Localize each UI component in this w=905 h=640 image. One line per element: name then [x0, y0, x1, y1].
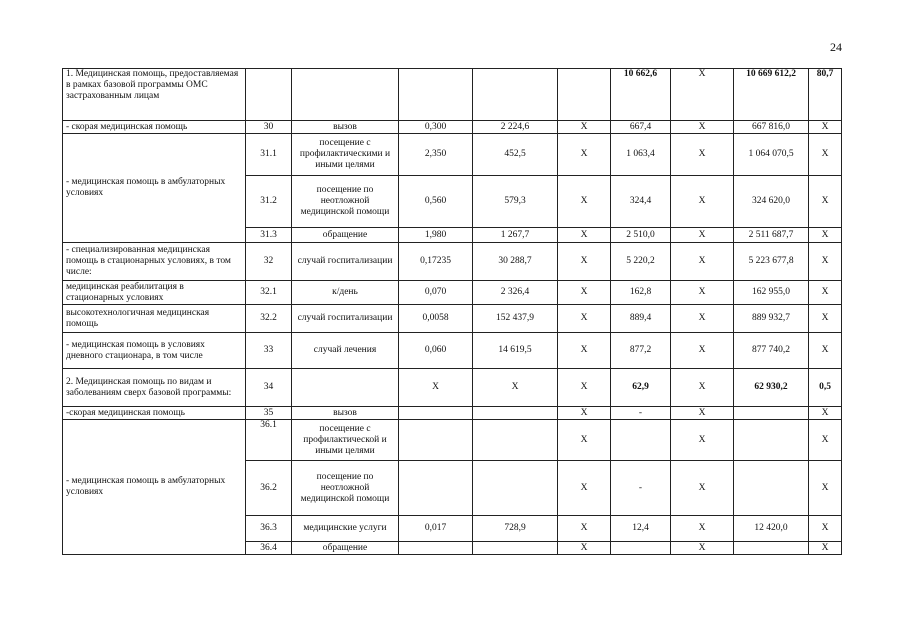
- row-unit: случай госпитализации: [292, 305, 399, 333]
- row-norm: [399, 542, 473, 555]
- row-oms-per-capita: 62,9: [611, 369, 671, 407]
- row-budget-total: Х: [671, 333, 734, 369]
- row-oms-per-capita: 667,4: [611, 121, 671, 134]
- table-row: [63, 121, 842, 134]
- row-percent: 80,7: [809, 69, 842, 121]
- row-oms-total: [734, 420, 809, 461]
- row-norm: [399, 407, 473, 420]
- row-unit: посещение по неотложной медицинской помощи: [292, 461, 399, 516]
- row-percent: Х: [809, 121, 842, 134]
- row-cost: [473, 542, 558, 555]
- row-number: 36.1: [246, 420, 292, 461]
- row-budget-per-capita: Х: [558, 407, 611, 420]
- row-oms-total: 12 420,0: [734, 516, 809, 542]
- row-number: 35: [246, 407, 292, 420]
- row-norm: 0,560: [399, 176, 473, 228]
- row-norm: [399, 69, 473, 121]
- row-percent: Х: [809, 228, 842, 243]
- row-name: 1. Медицинская помощь, предоставляемая в рамках базовой программы ОМС застрахованным лицам: [63, 69, 246, 121]
- row-oms-per-capita: 877,2: [611, 333, 671, 369]
- row-unit: [292, 69, 399, 121]
- row-norm: 0,0058: [399, 305, 473, 333]
- row-percent: Х: [809, 281, 842, 305]
- row-unit: посещение с профилактическими и иными целями: [292, 134, 399, 176]
- row-oms-total: 5 223 677,8: [734, 243, 809, 281]
- row-budget-total: Х: [671, 305, 734, 333]
- row-percent: Х: [809, 407, 842, 420]
- row-number: 36.3: [246, 516, 292, 542]
- row-unit: случай лечения: [292, 333, 399, 369]
- row-unit: обращение: [292, 228, 399, 243]
- row-percent: Х: [809, 176, 842, 228]
- row-percent: Х: [809, 333, 842, 369]
- table-row: [63, 369, 842, 407]
- row-cost: 2 326,4: [473, 281, 558, 305]
- row-budget-per-capita: Х: [558, 516, 611, 542]
- row-name: 2. Медицинская помощь по видам и заболеваниям сверх базовой программы:: [63, 369, 246, 407]
- row-budget-per-capita: Х: [558, 281, 611, 305]
- financing-table: [62, 68, 842, 555]
- row-budget-total: Х: [671, 420, 734, 461]
- row-oms-per-capita: 324,4: [611, 176, 671, 228]
- row-number: 32: [246, 243, 292, 281]
- row-unit: вызов: [292, 407, 399, 420]
- row-percent: Х: [809, 542, 842, 555]
- row-oms-per-capita: 162,8: [611, 281, 671, 305]
- row-name: высокотехнологичная медицинская помощь: [63, 305, 246, 333]
- row-norm: 0,300: [399, 121, 473, 134]
- row-oms-per-capita: [611, 420, 671, 461]
- row-cost: 152 437,9: [473, 305, 558, 333]
- row-number: 36.2: [246, 461, 292, 516]
- row-oms-total: 162 955,0: [734, 281, 809, 305]
- row-oms-per-capita: 889,4: [611, 305, 671, 333]
- table-row: [63, 305, 842, 333]
- row-budget-per-capita: [558, 69, 611, 121]
- row-cost: Х: [473, 369, 558, 407]
- row-oms-total: [734, 407, 809, 420]
- row-number: [246, 69, 292, 121]
- table-row: [63, 134, 842, 176]
- row-name: - медицинская помощь в условиях дневного стационара, в том числе: [63, 333, 246, 369]
- row-percent: 0,5: [809, 369, 842, 407]
- row-cost: [473, 420, 558, 461]
- row-percent: Х: [809, 420, 842, 461]
- row-budget-total: Х: [671, 243, 734, 281]
- row-cost: [473, 407, 558, 420]
- row-name: - специализированная медицинская помощь в стационарных условиях, в том числе:: [63, 243, 246, 281]
- row-cost: [473, 69, 558, 121]
- row-unit: вызов: [292, 121, 399, 134]
- row-oms-per-capita: 2 510,0: [611, 228, 671, 243]
- row-percent: Х: [809, 461, 842, 516]
- row-oms-per-capita: 10 662,6: [611, 69, 671, 121]
- row-cost: [473, 461, 558, 516]
- row-number: 36.4: [246, 542, 292, 555]
- row-oms-total: 889 932,7: [734, 305, 809, 333]
- row-budget-total: Х: [671, 369, 734, 407]
- row-budget-total: Х: [671, 516, 734, 542]
- row-budget-total: Х: [671, 69, 734, 121]
- row-percent: Х: [809, 134, 842, 176]
- row-cost: 1 267,7: [473, 228, 558, 243]
- row-oms-total: 877 740,2: [734, 333, 809, 369]
- row-percent: Х: [809, 516, 842, 542]
- row-cost: 579,3: [473, 176, 558, 228]
- row-number: 32.2: [246, 305, 292, 333]
- row-oms-per-capita: 1 063,4: [611, 134, 671, 176]
- row-budget-total: Х: [671, 228, 734, 243]
- row-norm: 0,060: [399, 333, 473, 369]
- row-budget-total: Х: [671, 134, 734, 176]
- row-name: - скорая медицинская помощь: [63, 121, 246, 134]
- row-name: -скорая медицинская помощь: [63, 407, 246, 420]
- row-cost: 2 224,6: [473, 121, 558, 134]
- row-number: 30: [246, 121, 292, 134]
- row-name: - медицинская помощь в амбулаторных условиях: [63, 420, 246, 555]
- table-row: [63, 243, 842, 281]
- row-budget-total: Х: [671, 281, 734, 305]
- row-budget-total: Х: [671, 542, 734, 555]
- row-number: 32.1: [246, 281, 292, 305]
- row-number: 31.2: [246, 176, 292, 228]
- row-oms-per-capita: [611, 542, 671, 555]
- row-budget-per-capita: Х: [558, 305, 611, 333]
- row-budget-total: Х: [671, 176, 734, 228]
- row-budget-per-capita: Х: [558, 134, 611, 176]
- row-number: 33: [246, 333, 292, 369]
- row-norm: Х: [399, 369, 473, 407]
- table-row: [63, 407, 842, 420]
- row-budget-per-capita: Х: [558, 228, 611, 243]
- table-row: [63, 333, 842, 369]
- row-oms-total: [734, 461, 809, 516]
- row-budget-per-capita: Х: [558, 420, 611, 461]
- table-row: [63, 281, 842, 305]
- row-norm: [399, 461, 473, 516]
- row-oms-per-capita: 5 220,2: [611, 243, 671, 281]
- row-percent: Х: [809, 243, 842, 281]
- row-oms-total: 1 064 070,5: [734, 134, 809, 176]
- row-oms-total: 667 816,0: [734, 121, 809, 134]
- row-budget-total: Х: [671, 461, 734, 516]
- row-unit: посещение по неотложной медицинской помощи: [292, 176, 399, 228]
- row-unit: медицинские услуги: [292, 516, 399, 542]
- row-unit: к/день: [292, 281, 399, 305]
- row-number: 31.3: [246, 228, 292, 243]
- row-oms-total: [734, 542, 809, 555]
- row-number: 34: [246, 369, 292, 407]
- row-budget-per-capita: Х: [558, 121, 611, 134]
- row-norm: 1,980: [399, 228, 473, 243]
- table-row: [63, 69, 842, 121]
- row-norm: 0,017: [399, 516, 473, 542]
- row-budget-per-capita: Х: [558, 461, 611, 516]
- row-cost: 452,5: [473, 134, 558, 176]
- row-budget-total: Х: [671, 407, 734, 420]
- row-norm: [399, 420, 473, 461]
- row-budget-per-capita: Х: [558, 333, 611, 369]
- row-name: медицинская реабилитация в стационарных условиях: [63, 281, 246, 305]
- row-unit: посещение с профилактической и иными целями: [292, 420, 399, 461]
- row-cost: 30 288,7: [473, 243, 558, 281]
- row-norm: 2,350: [399, 134, 473, 176]
- row-unit: случай госпитализации: [292, 243, 399, 281]
- page-number: 24: [830, 40, 842, 54]
- row-budget-total: Х: [671, 121, 734, 134]
- row-budget-per-capita: Х: [558, 369, 611, 407]
- row-oms-per-capita: -: [611, 461, 671, 516]
- row-oms-per-capita: -: [611, 407, 671, 420]
- row-cost: 14 619,5: [473, 333, 558, 369]
- row-unit: [292, 369, 399, 407]
- row-oms-per-capita: 12,4: [611, 516, 671, 542]
- row-unit: обращение: [292, 542, 399, 555]
- row-budget-per-capita: Х: [558, 176, 611, 228]
- row-oms-total: 324 620,0: [734, 176, 809, 228]
- row-percent: Х: [809, 305, 842, 333]
- row-cost: 728,9: [473, 516, 558, 542]
- row-oms-total: 62 930,2: [734, 369, 809, 407]
- row-number: 31.1: [246, 134, 292, 176]
- row-name: - медицинская помощь в амбулаторных условиях: [63, 134, 246, 243]
- row-norm: 0,070: [399, 281, 473, 305]
- table-row: [63, 420, 842, 461]
- row-oms-total: 2 511 687,7: [734, 228, 809, 243]
- row-budget-per-capita: Х: [558, 542, 611, 555]
- row-budget-per-capita: Х: [558, 243, 611, 281]
- row-norm: 0,17235: [399, 243, 473, 281]
- row-oms-total: 10 669 612,2: [734, 69, 809, 121]
